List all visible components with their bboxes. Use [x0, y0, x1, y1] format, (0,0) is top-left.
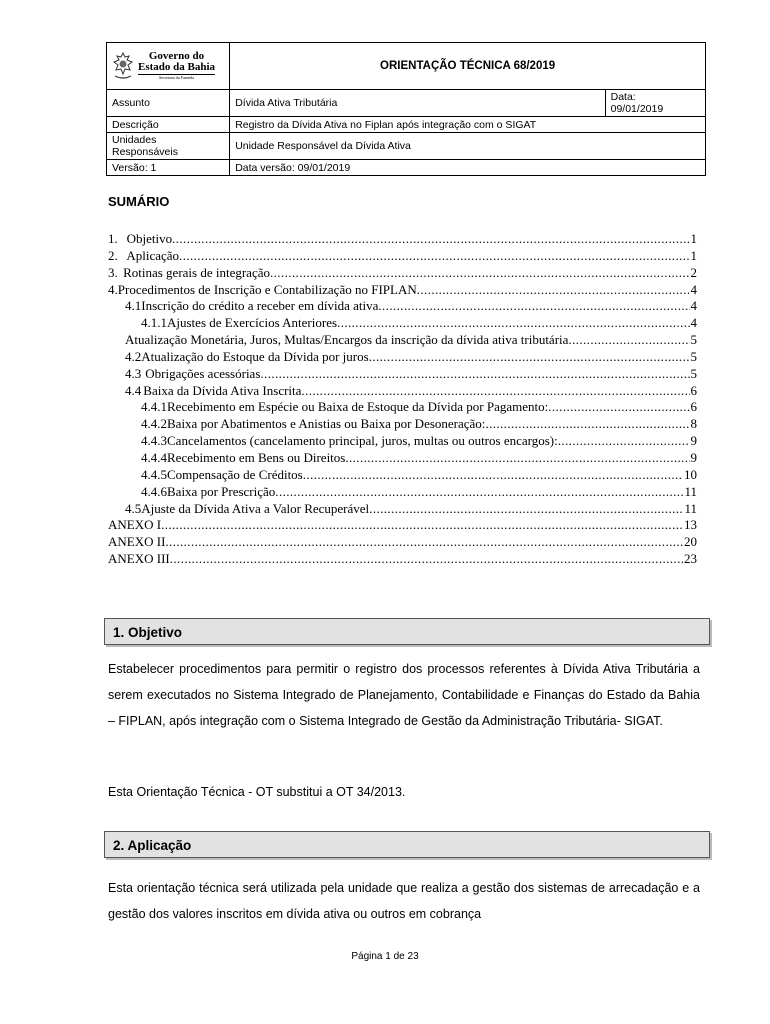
- toc-entry-page: 5: [690, 365, 697, 381]
- toc-entry-page: 9: [690, 433, 697, 449]
- toc-entry-page: 1: [690, 231, 697, 246]
- toc-entry-page: 5: [690, 348, 697, 364]
- toc-entry[interactable]: [108, 534, 697, 551]
- toc-leader-dots: [270, 265, 690, 282]
- toc-entry-label: Compensação de Créditos: [167, 466, 303, 482]
- toc-entry-number: 4.: [108, 281, 118, 297]
- toc-entry-number: 2.: [108, 247, 118, 263]
- toc-entry-label: Recebimento em Bens ou Direitos: [167, 449, 346, 465]
- toc-entry-number: 4.1.1: [141, 315, 167, 331]
- section1-paragraph1: Estabelecer procedimentos para permitir o registro dos processos referentes à Dívida Ativa Tributária a serem executados no Sistema Integrado de Planejamento, Contabilidade e Finanças do Estado da Bahia – FIPLAN, após integração com o Sistema Integrado de Gestão da Administração Tributária- SIGAT.: [108, 662, 700, 728]
- toc-entry[interactable]: [108, 551, 697, 568]
- toc-entry-label: Aplicação: [126, 247, 180, 263]
- toc-leader-dots: [558, 433, 690, 450]
- logo-line1: Governo do: [148, 50, 205, 62]
- toc-entry-label: Baixa da Dívida Ativa Inscrita: [143, 382, 302, 398]
- toc-leader-dots: [301, 383, 689, 400]
- toc-entry-label: Ajuste da Dívida Ativa a Valor Recuperável: [141, 500, 370, 516]
- toc-leader-dots: [378, 298, 689, 315]
- document-title: ORIENTAÇÃO TÉCNICA 68/2019: [230, 43, 706, 90]
- toc-entry-number: 1.: [108, 231, 118, 246]
- row-label-unidades: Unidades Responsáveis: [107, 133, 230, 160]
- toc-leader-dots: [172, 231, 689, 248]
- toc-entry-number: 4.4: [125, 382, 142, 398]
- toc-leader-dots: [548, 399, 689, 416]
- toc-entry[interactable]: [108, 282, 697, 299]
- toc-entry[interactable]: [108, 248, 697, 265]
- section-heading-objetivo: 1. Objetivo: [104, 618, 710, 645]
- row-label-versao: Versão: 1: [107, 160, 230, 176]
- toc-entry-label: Baixa por Prescrição: [167, 483, 276, 499]
- document-header-table: [106, 42, 706, 176]
- date-value: 09/01/2019: [610, 103, 664, 115]
- toc-entry-page: 4: [690, 281, 697, 297]
- toc-entry-page: 6: [690, 382, 697, 398]
- toc-entry-label: Objetivo: [126, 231, 173, 246]
- toc-entry-label: Atualização do Estoque da Dívida por juros: [141, 348, 369, 364]
- toc-entry-number: 4.2: [125, 348, 142, 364]
- toc-entry-label: Inscrição do crédito a receber em dívida ativa: [141, 298, 379, 314]
- toc-entry[interactable]: [108, 298, 697, 315]
- toc-leader-dots: [179, 248, 689, 265]
- toc-entry-number: 4.4.2: [141, 416, 167, 432]
- toc-entry-number: 4.4.4: [141, 449, 167, 465]
- toc-entry[interactable]: [108, 467, 697, 484]
- toc-entry-page: 23: [684, 551, 697, 567]
- table-of-contents: [108, 231, 697, 568]
- toc-entry-number: 4.3: [125, 365, 142, 381]
- toc-entry-page: 13: [684, 517, 697, 533]
- toc-entry[interactable]: [108, 501, 697, 518]
- toc-leader-dots: [417, 282, 690, 299]
- toc-leader-dots: [485, 416, 689, 433]
- toc-entry[interactable]: [108, 366, 697, 383]
- toc-entry[interactable]: [108, 517, 697, 534]
- state-logo: [112, 51, 224, 81]
- section-heading-aplicacao: 2. Aplicação: [104, 831, 710, 858]
- row-value-versao: Data versão: 09/01/2019: [230, 160, 706, 176]
- toc-entry-label: Cancelamentos (cancelamento principal, juros, multas ou outros encargos):: [167, 433, 558, 449]
- toc-entry[interactable]: [108, 383, 697, 400]
- toc-entry-number: 4.4.3: [141, 433, 167, 449]
- toc-entry-number: 4.1: [125, 298, 142, 314]
- row-value-assunto: Dívida Ativa Tributária: [230, 90, 605, 117]
- toc-leader-dots: [260, 366, 689, 383]
- toc-entry-number: 4.4.1: [141, 399, 167, 415]
- coat-of-arms-icon: [112, 52, 134, 80]
- row-value-unidades: Unidade Responsável da Dívida Ativa: [230, 133, 706, 160]
- toc-entry-page: 10: [684, 466, 697, 482]
- date-label: Data:: [610, 91, 636, 103]
- toc-entry[interactable]: [108, 399, 697, 416]
- toc-entry-page: 2: [690, 264, 697, 280]
- toc-entry-page: 9: [690, 449, 697, 465]
- toc-entry-label: Procedimentos de Inscrição e Contabilização no FIPLAN: [117, 281, 417, 297]
- toc-entry[interactable]: [108, 315, 697, 332]
- toc-leader-dots: [275, 484, 683, 501]
- toc-entry[interactable]: [108, 484, 697, 501]
- toc-entry-number: 4.4.5: [141, 466, 167, 482]
- logo-subtitle: Secretaria da Fazenda: [138, 74, 215, 81]
- toc-entry[interactable]: [108, 450, 697, 467]
- toc-entry-label: Atualização Monetária, Juros, Multas/Encargos da inscrição da dívida ativa tributária: [125, 332, 569, 348]
- toc-entry-label: Recebimento em Espécie ou Baixa de Estoque da Dívida por Pagamento:: [167, 399, 549, 415]
- toc-leader-dots: [161, 517, 683, 534]
- toc-leader-dots: [303, 467, 683, 484]
- summary-title: SUMÁRIO: [108, 194, 170, 209]
- row-label-descricao: Descrição: [107, 117, 230, 133]
- toc-leader-dots: [568, 332, 689, 349]
- toc-entry-page: 5: [690, 332, 697, 348]
- toc-entry-page: 11: [684, 500, 697, 516]
- toc-leader-dots: [337, 315, 689, 332]
- toc-entry-page: 8: [690, 416, 697, 432]
- toc-leader-dots: [369, 349, 690, 366]
- toc-leader-dots: [170, 551, 683, 568]
- toc-entry-page: 4: [690, 315, 697, 331]
- toc-entry-label: Obrigações acessórias: [145, 365, 261, 381]
- toc-entry[interactable]: [108, 265, 697, 282]
- toc-entry-label: ANEXO II: [108, 534, 166, 550]
- toc-entry-label: ANEXO III: [108, 551, 170, 567]
- toc-entry[interactable]: [108, 433, 697, 450]
- row-value-descricao: Registro da Dívida Ativa no Fiplan após integração com o SIGAT: [230, 117, 706, 133]
- section2-paragraph1: Esta orientação técnica será utilizada pela unidade que realiza a gestão dos sistemas de arrecadação e a gestão dos valores inscritos em dívida ativa ou outros em cobrança: [108, 881, 700, 921]
- page-footer: Página 1 de 23: [351, 951, 419, 962]
- section1-paragraph2: Esta Orientação Técnica - OT substitui a OT 34/2013.: [108, 785, 406, 799]
- toc-entry-number: 4.4.6: [141, 483, 167, 499]
- toc-entry-page: 1: [690, 247, 697, 263]
- toc-entry[interactable]: [108, 332, 697, 349]
- toc-entry-page: 11: [684, 483, 697, 499]
- row-label-assunto: Assunto: [107, 90, 230, 117]
- toc-leader-dots: [369, 501, 683, 518]
- toc-entry-page: 4: [690, 298, 697, 314]
- toc-entry[interactable]: [108, 231, 697, 248]
- toc-entry-label: Ajustes de Exercícios Anteriores: [167, 315, 338, 331]
- toc-entry[interactable]: [108, 349, 697, 366]
- toc-entry[interactable]: [108, 416, 697, 433]
- toc-entry-label: ANEXO I: [108, 517, 162, 533]
- toc-leader-dots: [345, 450, 689, 467]
- toc-entry-label: Rotinas gerais de integração: [123, 264, 270, 280]
- logo-cell: [107, 43, 230, 90]
- date-cell: [605, 90, 705, 117]
- logo-line2: Estado da Bahia: [138, 61, 216, 73]
- toc-leader-dots: [165, 534, 683, 551]
- toc-entry-number: 3.: [108, 264, 118, 280]
- toc-entry-label: Baixa por Abatimentos e Anistias ou Baixa por Desoneração:: [167, 416, 486, 432]
- toc-entry-page: 20: [684, 534, 697, 550]
- toc-entry-page: 6: [690, 399, 697, 415]
- toc-entry-number: 4.5: [125, 500, 142, 516]
